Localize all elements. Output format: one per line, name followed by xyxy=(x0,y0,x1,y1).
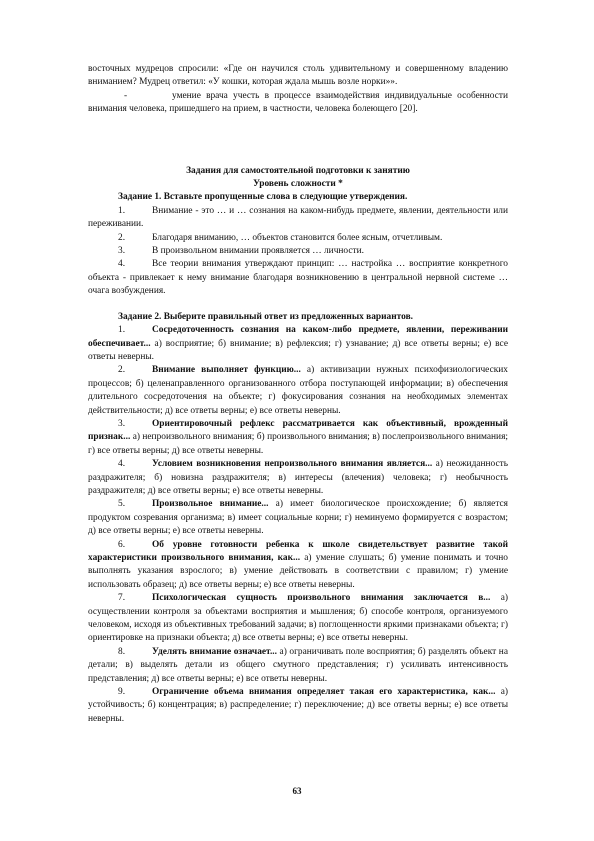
item-number: 4. xyxy=(118,259,126,270)
item-number: 2. xyxy=(118,365,126,376)
answer-options: а) ограничивать поле восприятия; б) разделять объект на детали; в) выделять детали из общего смутного представления; г) усиливать интенсивность представления; д) все ответы верны; е) все ответы неверны. xyxy=(88,646,508,684)
answer-options: а) непроизвольного внимания; б) произвольного внимания; в) послепроизвольного внимания; г) все ответы верны; д) все ответы неверны. xyxy=(88,432,508,456)
item-number: 6. xyxy=(118,539,126,550)
question-text: Ограничение объема внимания определяет такая его характеристика, как... xyxy=(152,687,496,698)
item-text: Благодаря вниманию, … объектов становится более ясным, отчетливым. xyxy=(152,232,443,243)
answer-options: а) осуществлении контроля за объектами восприятия и мышления; б) способе контроля, организуемого человеком, исходя из объективных требований задачи; в) поглощенности яркими признаками объекта; г) ориентировке на признаки объекта; д) все ответы верны; е) все ответы неверны. xyxy=(88,593,508,644)
task2-title: Задание 2. Выберите правильный ответ из предложенных вариантов. xyxy=(118,311,413,322)
question-text: Произвольное внимание... xyxy=(152,499,269,510)
answer-options: а) умение слушать; б) умение понимать и точно выполнять указания взрослого; в) умение действовать в соответствии с правилом; г) умение использовать образец; д) все ответы верны; е) все ответы неверны. xyxy=(88,553,508,590)
task1-item xyxy=(88,245,508,258)
item-text: В произвольном внимании проявляется … личности. xyxy=(152,246,364,257)
task2-list xyxy=(88,324,508,726)
page-number: 63 xyxy=(292,786,302,796)
item-text: Все теории внимания утверждают принцип: … настройка … восприятие конкретного объекта - привлекает к нему внимание благодаря возникновению в центральной нервной системе … очага возбуждения. xyxy=(88,259,508,297)
question-text: Условием возникновения непроизвольного внимания является... xyxy=(152,459,433,470)
item-number: 7. xyxy=(118,593,126,604)
item-number: 3. xyxy=(118,246,126,257)
task2-item xyxy=(88,498,508,538)
question-text: Ориентировочный рефлекс рассматривается как объективный, врожденный признак... xyxy=(88,418,508,443)
item-text: Внимание - это … и … сознания на каком-нибудь предмете, явлении, деятельности или переживании. xyxy=(88,205,508,230)
task2-item xyxy=(88,458,508,498)
document-page xyxy=(88,63,508,726)
answer-options: а) восприятие; б) внимание; в) рефлексия; г) узнавание; д) все ответы верны; е) все ответы неверны. xyxy=(88,338,508,362)
task2-item xyxy=(88,686,508,726)
task1-list xyxy=(88,205,508,299)
task2-item xyxy=(88,592,508,646)
item-number: 8. xyxy=(118,646,126,657)
item-number: 2. xyxy=(118,232,126,243)
answer-options: а) неожиданность раздражителя; б) новизна раздражителя; в) интересы (влечения) человека; г) необычность раздражителя; д) все ответы верны; е) все ответы неверны. xyxy=(88,459,508,496)
task1-item xyxy=(88,232,508,245)
question-text: Сосредоточенность сознания на каком-либо предмете, явлении, переживании обеспечивает... xyxy=(88,325,508,349)
item-number: 3. xyxy=(118,418,126,429)
task2-item xyxy=(88,324,508,364)
question-text: Психологическая сущность произвольного внимания заключается в... xyxy=(152,593,491,604)
question-text: Уделять внимание означает... xyxy=(152,646,277,657)
answer-options: а) активизации нужных психофизиологических процессов; б) целенаправленного организованного отбора поступающей информации; в) обеспечения длительного сосредоточения на объекте; г) фокусирования сознания на необходимых элементах действительности; д) все ответы верны; е) все ответы неверны. xyxy=(88,365,508,416)
item-number: 4. xyxy=(118,459,126,470)
difficulty-level: Уровень сложности * xyxy=(253,179,343,190)
task1-item xyxy=(88,205,508,232)
task2-item xyxy=(88,364,508,418)
intro-dash-text: умение врача учесть в процессе взаимодействия индивидуальные особенности внимания человека, пришедшего на прием, в частности, человека болеющего [20]. xyxy=(88,90,508,115)
question-text: Внимание выполняет функцию... xyxy=(152,365,301,376)
task2-item xyxy=(88,646,508,686)
intro-paragraph: восточных мудрецов спросили: «Где он научился столь удивительному и совершенному владению вниманием? Мудрец ответил: «У кошки, которая ждала мышь возле норки»». xyxy=(88,64,508,88)
answer-options: а) имеет биологическое происхождение; б) является продуктом созревания организма; в) имеет социальные корни; г) неминуемо формируется с возрастом; д) все ответы верны; е) все ответы неверны. xyxy=(88,499,508,537)
section-heading: Задания для самостоятельной подготовки к занятию xyxy=(186,165,410,176)
task1-item xyxy=(88,258,508,298)
item-number: 1. xyxy=(118,205,126,216)
question-text: Об уровне готовности ребенка к школе свидетельствует развитие такой характеристики произвольного внимания, как... xyxy=(88,539,508,563)
task1-title: Задание 1. Вставьте пропущенные слова в следующие утверждения. xyxy=(118,192,408,203)
item-number: 9. xyxy=(118,687,126,698)
item-number: 1. xyxy=(118,325,126,336)
task2-item xyxy=(88,539,508,593)
intro-dash-item: - умение врача учесть в процессе взаимодействия индивидуальные особенности внимания человека, пришедшего на прием, в частности, человека болеющего [20]. xyxy=(88,90,508,115)
item-number: 5. xyxy=(118,499,126,510)
answer-options: а) устойчивость; б) концентрация; в) распределение; г) переключение; д) все ответы верны; е) все ответы неверны. xyxy=(88,687,508,724)
task2-item xyxy=(88,418,508,458)
